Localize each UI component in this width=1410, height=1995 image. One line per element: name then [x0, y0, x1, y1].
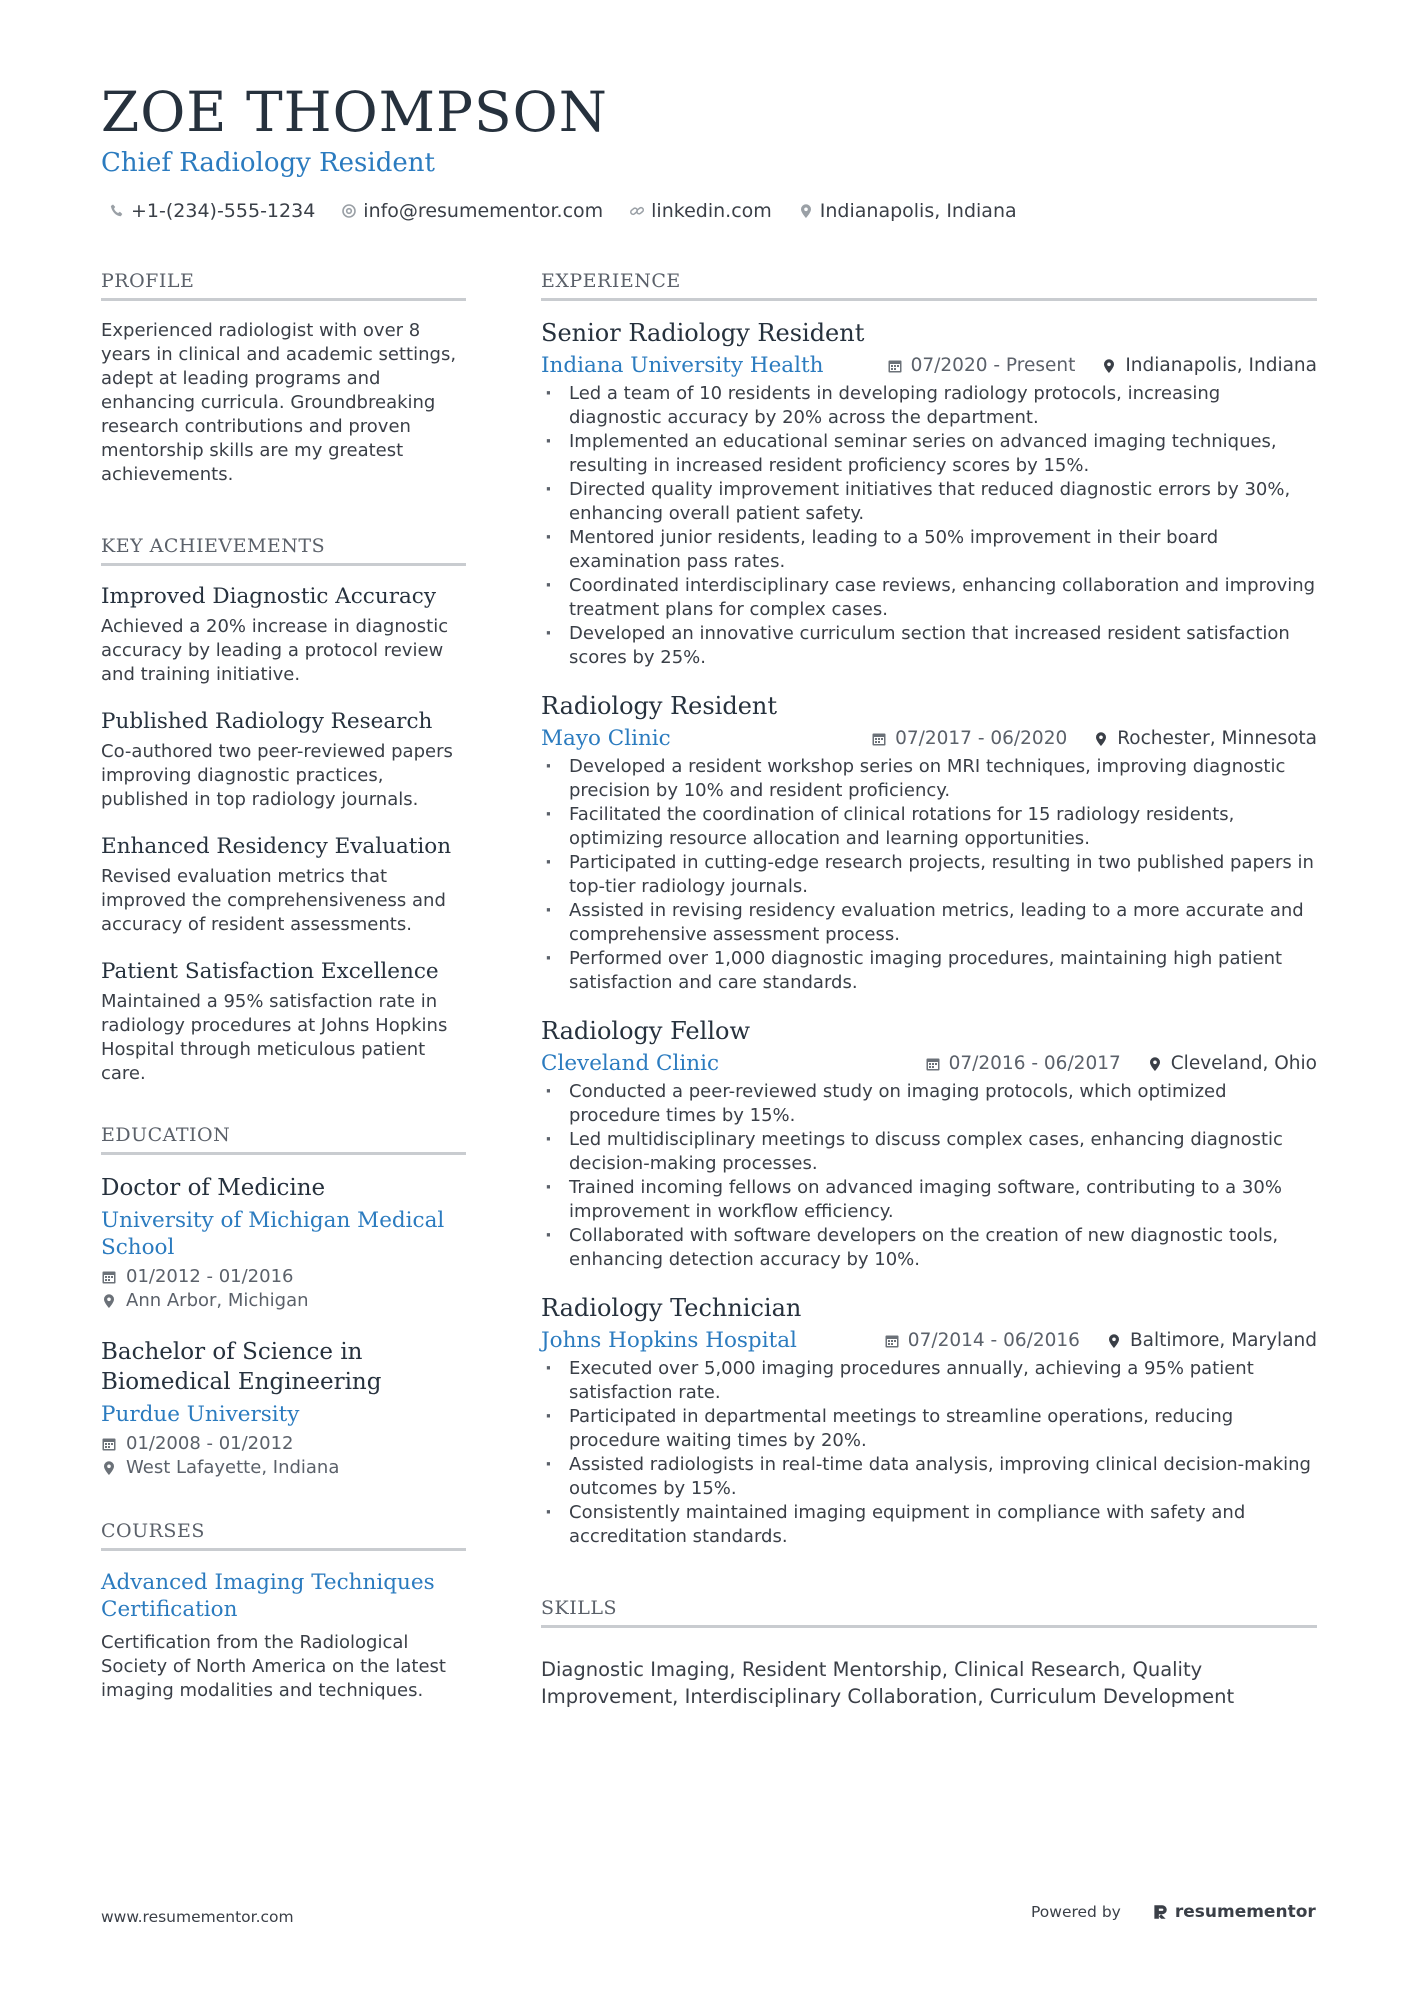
- job-entry: [541, 1294, 1317, 1549]
- profile-section: [101, 270, 466, 487]
- list-item: · Consistently maintained imaging equipment in compliance with safety and accreditation standards.: [541, 1501, 1317, 1549]
- list-item: · Collaborated with software developers on the creation of new diagnostic tools, enhancing detection accuracy by 10%.: [541, 1224, 1317, 1272]
- list-item: · Developed a resident workshop series on MRI techniques, improving diagnostic precision by 10% and resident proficiency.: [541, 755, 1317, 803]
- list-item: · Participated in cutting-edge research projects, resulting in two published papers in top-tier radiology journals.: [541, 851, 1317, 899]
- education-section: [101, 1124, 466, 1480]
- job-meta: [887, 355, 1317, 376]
- list-item: · Trained incoming fellows on advanced imaging software, contributing to a 30% improvement in workflow efficiency.: [541, 1176, 1317, 1224]
- contact-email[interactable]: info@resumementor.com: [341, 200, 603, 222]
- powered-by-label: Powered by: [1031, 1903, 1121, 1921]
- list-item: · Conducted a peer-reviewed study on imaging protocols, which optimized procedure times by 15%.: [541, 1080, 1317, 1128]
- achievement-item: [101, 834, 466, 937]
- calendar-icon: [884, 1333, 900, 1349]
- contact-phone: +1-(234)-555-1234: [109, 200, 315, 222]
- list-item: · Participated in departmental meetings to streamline operations, reducing procedure waiting times by 20%.: [541, 1405, 1317, 1453]
- section-heading: KEY ACHIEVEMENTS: [101, 535, 466, 566]
- map-pin-icon: [1106, 1333, 1122, 1349]
- job-dates: 07/2020 - Present: [887, 355, 1076, 376]
- job-bullets: [541, 1357, 1317, 1549]
- course-title: Advanced Imaging Techniques Certification: [101, 1570, 435, 1622]
- list-item: · Implemented an educational seminar series on advanced imaging techniques, resulting in increased resident proficiency scores by 15%.: [541, 430, 1317, 478]
- achievement-text: Achieved a 20% increase in diagnostic accuracy by leading a protocol review and training initiative.: [101, 616, 449, 685]
- section-heading: EXPERIENCE: [541, 270, 1317, 301]
- list-item: · Coordinated interdisciplinary case reviews, enhancing collaboration and improving treatment plans for complex cases.: [541, 574, 1317, 622]
- calendar-icon: [871, 731, 887, 747]
- calendar-icon: [887, 358, 903, 374]
- list-item: · Facilitated the coordination of clinical rotations for 15 radiology residents, optimizing resource allocation and learning opportunities.: [541, 803, 1317, 851]
- job-location: Baltimore, Maryland: [1106, 1330, 1317, 1351]
- education-location: Ann Arbor, Michigan: [101, 1289, 466, 1313]
- list-item: · Assisted radiologists in real-time data analysis, improving clinical decision-making outcomes by 15%.: [541, 1453, 1317, 1501]
- job-role: Radiology Technician: [541, 1294, 802, 1322]
- link-icon: [629, 203, 645, 219]
- left-column: [101, 270, 466, 1703]
- job-role: Senior Radiology Resident: [541, 319, 865, 347]
- achievement-item: [101, 959, 466, 1086]
- profile-text: Experienced radiologist with over 8 years in clinical and academic settings, adept at leading programs and enhancing curricula. Groundbreaking research contributions and proven mentorship skills are my greatest achievements.: [101, 320, 457, 485]
- course-text: Certification from the Radiological Society of North America on the latest imaging modalities and techniques.: [101, 1632, 446, 1701]
- job-meta-row: [541, 353, 1317, 378]
- achievement-title: Published Radiology Research: [101, 709, 433, 734]
- job-bullets: [541, 755, 1317, 995]
- job-location: Indianapolis, Indiana: [1101, 355, 1317, 376]
- calendar-icon: [101, 1436, 117, 1452]
- job-dates: 07/2017 - 06/2020: [871, 728, 1067, 749]
- job-role: Radiology Resident: [541, 692, 778, 720]
- degree: Bachelor of Science in Biomedical Engineering: [101, 1339, 382, 1395]
- achievement-text: Revised evaluation metrics that improved the comprehensiveness and accuracy of resident assessments.: [101, 866, 446, 935]
- at-icon: [341, 203, 357, 219]
- job-meta: [871, 728, 1317, 749]
- education-item: [101, 1337, 466, 1480]
- contact-bar: [109, 200, 1017, 222]
- company-name: Johns Hopkins Hospital: [541, 1328, 797, 1353]
- education-dates: 01/2012 - 01/2016: [101, 1265, 466, 1289]
- company-name: Mayo Clinic: [541, 726, 671, 751]
- map-pin-icon: [798, 203, 814, 219]
- contact-linkedin[interactable]: linkedin.com: [629, 200, 772, 222]
- job-role: Radiology Fellow: [541, 1017, 750, 1045]
- job-dates: 07/2016 - 06/2017: [925, 1053, 1121, 1074]
- job-meta: [925, 1053, 1317, 1074]
- resumementor-logo-icon: [1151, 1903, 1169, 1921]
- list-item: · Performed over 1,000 diagnostic imaging procedures, maintaining high patient satisfaction and care standards.: [541, 947, 1317, 995]
- achievement-title: Patient Satisfaction Excellence: [101, 959, 439, 984]
- achievement-text: Maintained a 95% satisfaction rate in radiology procedures at Johns Hopkins Hospital through meticulous patient care.: [101, 991, 448, 1084]
- job-entry: [541, 319, 1317, 670]
- job-dates: 07/2014 - 06/2016: [884, 1330, 1080, 1351]
- list-item: · Directed quality improvement initiatives that reduced diagnostic errors by 30%, enhancing overall patient safety.: [541, 478, 1317, 526]
- achievement-item: [101, 584, 466, 687]
- degree: Doctor of Medicine: [101, 1175, 326, 1201]
- job-entry: [541, 692, 1317, 995]
- job-location: Rochester, Minnesota: [1093, 728, 1317, 749]
- section-heading: PROFILE: [101, 270, 466, 301]
- right-column: [541, 270, 1317, 1710]
- achievement-title: Improved Diagnostic Accuracy: [101, 584, 436, 609]
- calendar-icon: [101, 1269, 117, 1285]
- list-item: · Executed over 5,000 imaging procedures annually, achieving a 95% patient satisfaction rate.: [541, 1357, 1317, 1405]
- map-pin-icon: [1101, 358, 1117, 374]
- list-item: · Mentored junior residents, leading to a 50% improvement in their board examination pass rates.: [541, 526, 1317, 574]
- skills-section: [541, 1597, 1317, 1710]
- phone-icon: [109, 203, 125, 219]
- school: Purdue University: [101, 1402, 300, 1427]
- job-bullets: [541, 1080, 1317, 1272]
- achievement-title: Enhanced Residency Evaluation: [101, 834, 452, 859]
- job-meta-row: [541, 726, 1317, 751]
- job-meta: [884, 1330, 1317, 1351]
- education-item: [101, 1173, 466, 1313]
- job-meta-row: [541, 1328, 1317, 1353]
- brand-logo[interactable]: resumementor: [1151, 1902, 1316, 1922]
- job-title: Chief Radiology Resident: [101, 148, 435, 178]
- education-dates: 01/2008 - 01/2012: [101, 1432, 466, 1456]
- company-name: Indiana University Health: [541, 353, 824, 378]
- footer-branding: [1031, 1902, 1316, 1922]
- courses-section: [101, 1520, 466, 1703]
- job-entry: [541, 1017, 1317, 1272]
- map-pin-icon: [101, 1293, 117, 1309]
- job-location: Cleveland, Ohio: [1147, 1053, 1317, 1074]
- list-item: · Led multidisciplinary meetings to discuss complex cases, enhancing diagnostic decision-making processes.: [541, 1128, 1317, 1176]
- contact-location: Indianapolis, Indiana: [798, 200, 1017, 222]
- map-pin-icon: [1093, 731, 1109, 747]
- footer-website[interactable]: www.resumementor.com: [101, 1908, 294, 1926]
- list-item: · Developed an innovative curriculum section that increased resident satisfaction scores by 25%.: [541, 622, 1317, 670]
- job-meta-row: [541, 1051, 1317, 1076]
- education-location: West Lafayette, Indiana: [101, 1456, 466, 1480]
- skills-text: Diagnostic Imaging, Resident Mentorship, Clinical Research, Quality Improvement, Interdisciplinary Collaboration, Curriculum Development: [541, 1658, 1235, 1708]
- calendar-icon: [925, 1056, 941, 1072]
- list-item: · Led a team of 10 residents in developing radiology protocols, increasing diagnostic accuracy by 20% across the department.: [541, 382, 1317, 430]
- achievement-text: Co-authored two peer-reviewed papers improving diagnostic practices, published in top radiology journals.: [101, 741, 453, 810]
- achievement-item: [101, 709, 466, 812]
- map-pin-icon: [101, 1460, 117, 1476]
- company-name: Cleveland Clinic: [541, 1051, 720, 1076]
- section-heading: COURSES: [101, 1520, 466, 1551]
- section-heading: SKILLS: [541, 1597, 1317, 1628]
- map-pin-icon: [1147, 1056, 1163, 1072]
- candidate-name: ZOE THOMPSON: [101, 80, 608, 144]
- list-item: · Assisted in revising residency evaluation metrics, leading to a more accurate and comprehensive assessment process.: [541, 899, 1317, 947]
- job-bullets: [541, 382, 1317, 670]
- school: University of Michigan Medical School: [101, 1208, 445, 1260]
- section-heading: EDUCATION: [101, 1124, 466, 1155]
- achievements-section: [101, 535, 466, 1086]
